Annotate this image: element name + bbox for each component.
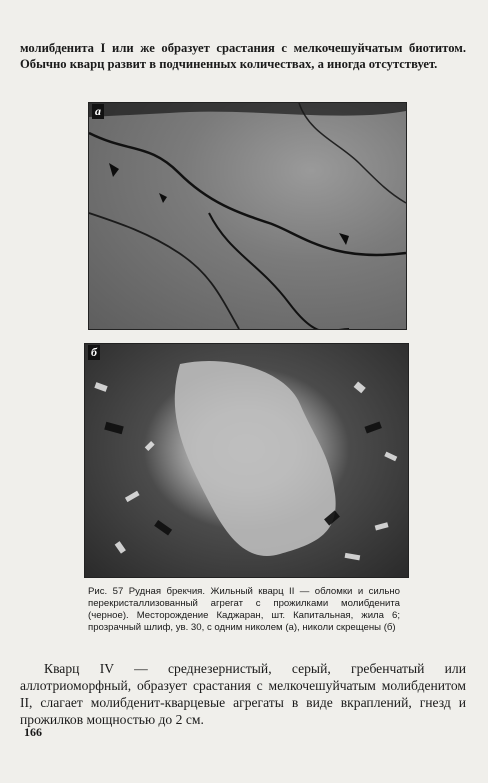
micrograph-b-texture xyxy=(85,344,408,577)
panel-label-a: а xyxy=(92,104,104,119)
figure-caption: Рис. 57 Рудная брекчия. Жильный кварц II — обломки и сильно перекристаллизованный агрегат с прожилками молибденита (черное). Месторождение Каджаран, шт. Капитальная, жила 6; прозрачный шлиф, ув. 30, с одним николем (а), николи скрещены (б) xyxy=(88,586,400,633)
micrograph-a xyxy=(88,102,407,330)
top-paragraph: молибденита I или же образует срастания с мелкочешуйчатым биотитом. Обычно кварц развит в подчиненных количествах, а иногда отсутствует. xyxy=(20,41,466,71)
page-number: 166 xyxy=(24,725,42,739)
micrograph-a-texture xyxy=(89,103,406,329)
body-paragraph-block xyxy=(20,660,466,728)
body-paragraph: Кварц IV — среднезернистый, серый, гребенчатый или аллотриоморфный, образует срастания с мелкочешуйчатым молибденитом II, слагает молибденит-кварцевые агрегаты в виде вкраплений, гнезд и прожилков мощностью до 2 см. xyxy=(20,661,466,727)
panel-label-b: б xyxy=(88,345,100,360)
micrograph-b xyxy=(84,343,409,578)
